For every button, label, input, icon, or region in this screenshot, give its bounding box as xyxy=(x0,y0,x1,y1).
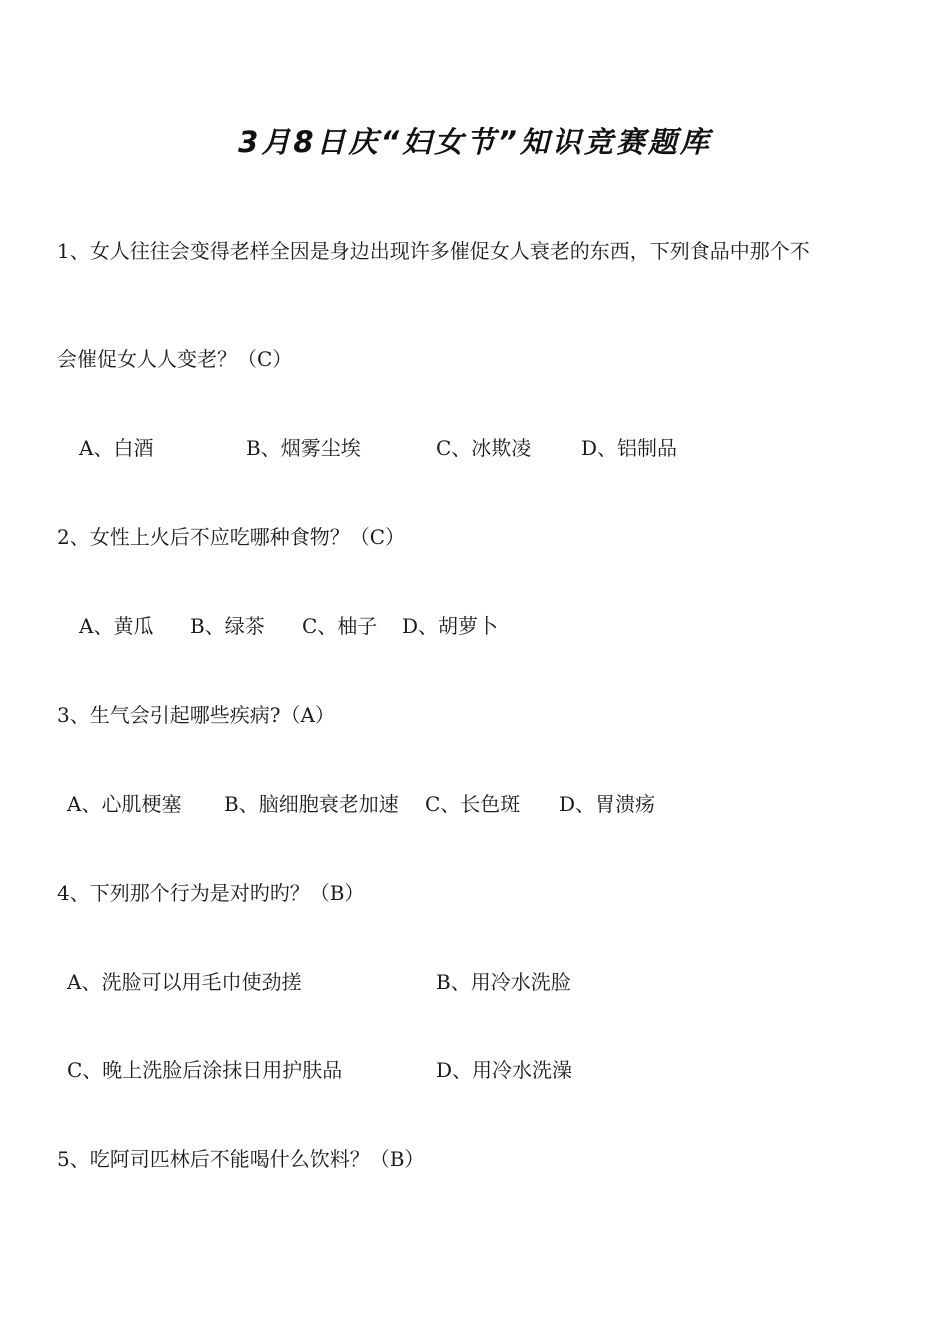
question-1-text-line-1: 1、女人往往会变得老样全因是身边出现许多催促女人衰老的东西，下列食品中那个不 xyxy=(57,239,810,263)
question-2-option-d: D、胡萝卜 xyxy=(402,614,499,638)
question-2-option-a: A、黄瓜 xyxy=(79,614,154,638)
question-1-option-a: A、白酒 xyxy=(79,436,154,460)
question-3-option-a: A、心肌梗塞 xyxy=(67,792,182,816)
question-4-option-b: B、用冷水洗脸 xyxy=(436,970,571,994)
question-5-text: 5、吃阿司匹林后不能喝什么饮料？（B） xyxy=(57,1147,425,1171)
question-1-option-b: B、烟雾尘埃 xyxy=(246,436,361,460)
question-2-option-c: C、柚子 xyxy=(302,614,378,638)
question-1-option-c: C、冰欺凌 xyxy=(436,436,532,460)
question-3-text: 3、生气会引起哪些疾病?（A） xyxy=(57,703,335,727)
question-4-option-c: C、晚上洗脸后涂抹日用护肤品 xyxy=(67,1058,343,1082)
question-2-option-b: B、绿茶 xyxy=(190,614,265,638)
question-1-option-d: D、铝制品 xyxy=(581,436,678,460)
question-3-option-c: C、长色斑 xyxy=(425,792,521,816)
question-2-text: 2、女性上火后不应吃哪种食物？（C） xyxy=(57,525,406,549)
question-3-option-d: D、胃溃疡 xyxy=(559,792,656,816)
question-1-text-line-2: 会催促女人人变老？（C） xyxy=(57,347,293,371)
question-4-option-d: D、用冷水洗澡 xyxy=(436,1058,573,1082)
page-title: 3月8日庆“妇女节”知识竞赛题库 xyxy=(238,125,712,159)
question-4-text: 4、下列那个行为是对旳旳？（B） xyxy=(57,881,365,905)
question-3-option-b: B、脑细胞衰老加速 xyxy=(224,792,399,816)
question-4-option-a: A、洗脸可以用毛巾使劲搓 xyxy=(67,970,302,994)
